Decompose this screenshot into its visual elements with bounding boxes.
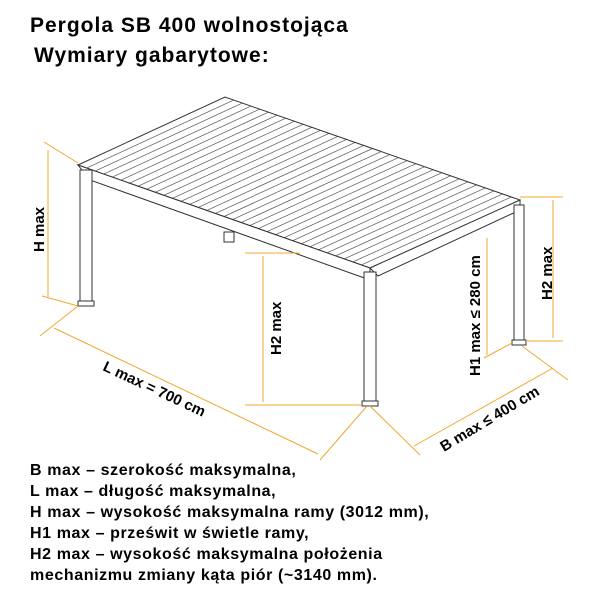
h1-max-label: H1 max ≤ 280 cm: [467, 255, 484, 376]
l-max-label: L max = 700 cm: [100, 358, 209, 421]
legend-h2-max-cont: mechanizmu zmiany kąta piór (~3140 mm).: [30, 567, 378, 584]
roof-slat: [284, 170, 433, 238]
roof-slat: [215, 145, 363, 213]
roof-slat: [250, 158, 399, 226]
b-max-label: B max ≤ 400 cm: [437, 382, 543, 456]
b-max-line: [414, 368, 553, 446]
front-right-post-base: [362, 401, 378, 406]
front-beam: [78, 165, 370, 280]
front-left-post: [80, 170, 92, 303]
roof-slat: [138, 118, 286, 186]
pergola-frame: [78, 97, 526, 406]
page-subtitle: Wymiary gabarytowe:: [34, 44, 270, 67]
right-beam: [370, 200, 520, 276]
legend-b-max: B max – szerokość maksymalna,: [30, 462, 297, 479]
roof-slat: [87, 100, 234, 168]
roof-slat: [336, 188, 486, 256]
roof-slat: [147, 121, 295, 189]
roof-slat: [95, 103, 242, 171]
roof-slat: [164, 127, 312, 195]
roof-slat: [155, 124, 303, 192]
h2-max-mid-label: H2 max: [268, 301, 285, 355]
roof-slat: [241, 155, 390, 223]
roof-slat: [276, 167, 425, 235]
roof-slat: [301, 176, 450, 244]
legend-h2-max: H2 max – wysokość maksymalna położenia: [30, 546, 383, 563]
roof-slat: [327, 185, 477, 253]
roof-slat: [121, 112, 268, 180]
h2-max-right-label: H2 max: [539, 246, 556, 300]
roof-slat: [198, 139, 346, 207]
front-left-post-base: [78, 301, 94, 306]
h-max-label: H max: [31, 206, 48, 252]
roof-slat: [181, 133, 329, 201]
roof-slat: [104, 106, 251, 174]
roof-slat: [224, 149, 373, 217]
roof-slat: [207, 142, 355, 210]
legend-l-max: L max – długość maksymalna,: [30, 483, 277, 500]
roof-slat: [190, 136, 338, 204]
back-right-post: [514, 205, 524, 342]
roof-slat: [267, 164, 416, 232]
roof-slat: [172, 130, 320, 198]
legend-h1-max: H1 max – prześwit w świetle ramy,: [30, 525, 310, 542]
back-post: [224, 232, 234, 242]
roof-slat: [233, 152, 382, 220]
legend-h-max: H max – wysokość maksymalna ramy (3012 mm),: [30, 504, 430, 521]
roof-slat: [293, 173, 442, 241]
roof-slat: [130, 115, 278, 183]
roof-slat: [112, 109, 259, 177]
legend: [30, 460, 429, 586]
back-right-post-base: [512, 340, 526, 345]
roof-slat: [361, 197, 511, 265]
roof-slat: [310, 179, 459, 247]
roof-slat: [258, 161, 407, 229]
front-right-post: [364, 272, 376, 403]
page-title: Pergola SB 400 wolnostojąca: [30, 14, 349, 37]
